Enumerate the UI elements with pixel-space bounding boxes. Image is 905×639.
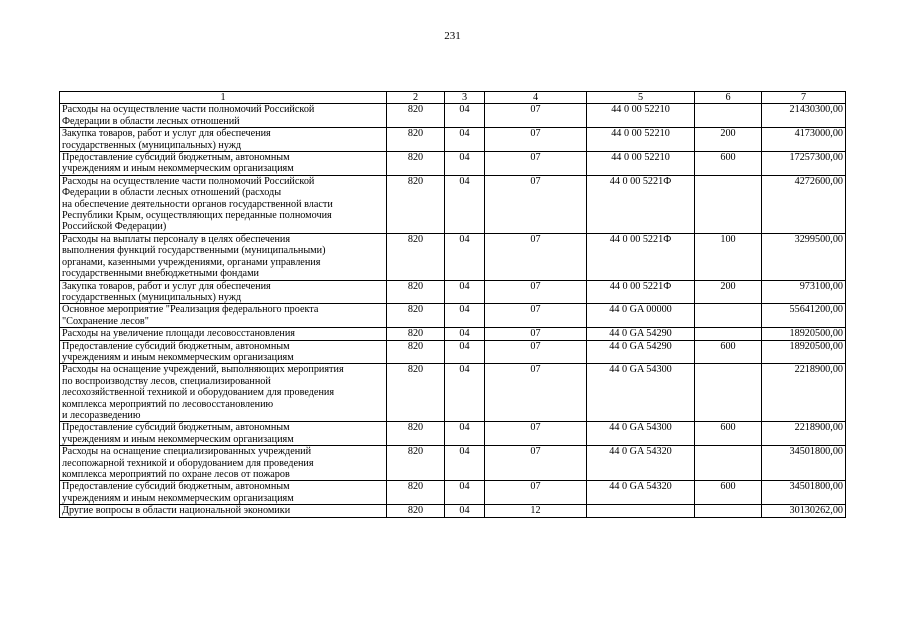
target-article-cell: 44 0 GA 54300 bbox=[587, 364, 695, 422]
ministry-code-cell: 820 bbox=[387, 328, 445, 340]
target-article-cell: 44 0 00 52210 bbox=[587, 152, 695, 176]
page-number: 231 bbox=[444, 30, 461, 42]
amount-cell: 4173000,00 bbox=[762, 128, 846, 152]
target-article-cell: 44 0 00 52210 bbox=[587, 128, 695, 152]
expense-type-cell: 200 bbox=[695, 280, 762, 304]
amount-cell: 17257300,00 bbox=[762, 152, 846, 176]
section-code-cell: 04 bbox=[445, 175, 485, 233]
target-article-cell: 44 0 00 5221Ф bbox=[587, 280, 695, 304]
ministry-code-cell: 820 bbox=[387, 505, 445, 517]
ministry-code-cell: 820 bbox=[387, 340, 445, 364]
item-name-cell: Закупка товаров, работ и услуг для обеспечения государственных (муниципальных) нужд bbox=[60, 280, 387, 304]
item-name-cell: Предоставление субсидий бюджетным, автономным учреждениям и иным некоммерческим организациям bbox=[60, 481, 387, 505]
expense-type-cell bbox=[695, 446, 762, 481]
expense-type-cell bbox=[695, 304, 762, 328]
amount-cell: 55641200,00 bbox=[762, 304, 846, 328]
table-row bbox=[60, 104, 846, 128]
expense-type-cell: 600 bbox=[695, 422, 762, 446]
amount-cell: 2218900,00 bbox=[762, 422, 846, 446]
target-article-cell: 44 0 00 5221Ф bbox=[587, 175, 695, 233]
amount-cell: 2218900,00 bbox=[762, 364, 846, 422]
section-code-cell: 04 bbox=[445, 233, 485, 280]
target-article-cell: 44 0 00 5221Ф bbox=[587, 233, 695, 280]
amount-cell: 4272600,00 bbox=[762, 175, 846, 233]
subsection-code-cell: 07 bbox=[485, 422, 587, 446]
item-name-cell: Расходы на оснащение учреждений, выполняющих мероприятия по воспроизводству лесов, специализированной лесохозяйственной техникой и оборудованием для проведения комплекса мероприятий по лесовосстановлению и лесоразведению bbox=[60, 364, 387, 422]
target-article-cell: 44 0 GA 54300 bbox=[587, 422, 695, 446]
item-name-cell: Предоставление субсидий бюджетным, автономным учреждениям и иным некоммерческим организациям bbox=[60, 152, 387, 176]
item-name-cell: Расходы на осуществление части полномочий Российской Федерации в области лесных отношений bbox=[60, 104, 387, 128]
section-code-cell: 04 bbox=[445, 422, 485, 446]
target-article-cell bbox=[587, 505, 695, 517]
section-code-cell: 04 bbox=[445, 364, 485, 422]
target-article-cell: 44 0 GA 54290 bbox=[587, 340, 695, 364]
amount-cell: 18920500,00 bbox=[762, 340, 846, 364]
target-article-cell: 44 0 GA 00000 bbox=[587, 304, 695, 328]
subsection-code-cell: 07 bbox=[485, 304, 587, 328]
table-row bbox=[60, 128, 846, 152]
subsection-code-cell: 07 bbox=[485, 340, 587, 364]
expense-type-cell bbox=[695, 364, 762, 422]
amount-cell: 18920500,00 bbox=[762, 328, 846, 340]
expense-type-cell bbox=[695, 104, 762, 128]
amount-cell: 973100,00 bbox=[762, 280, 846, 304]
table-row bbox=[60, 481, 846, 505]
expense-type-cell bbox=[695, 328, 762, 340]
item-name-cell: Закупка товаров, работ и услуг для обеспечения государственных (муниципальных) нужд bbox=[60, 128, 387, 152]
amount-cell: 3299500,00 bbox=[762, 233, 846, 280]
target-article-cell: 44 0 GA 54320 bbox=[587, 481, 695, 505]
target-article-cell: 44 0 GA 54290 bbox=[587, 328, 695, 340]
budget-table bbox=[59, 91, 846, 518]
expense-type-cell bbox=[695, 175, 762, 233]
section-code-cell: 04 bbox=[445, 340, 485, 364]
target-article-cell: 44 0 00 52210 bbox=[587, 104, 695, 128]
section-code-cell: 04 bbox=[445, 104, 485, 128]
ministry-code-cell: 820 bbox=[387, 422, 445, 446]
item-name-cell: Основное мероприятие "Реализация федерального проекта "Сохранение лесов" bbox=[60, 304, 387, 328]
subsection-code-cell: 07 bbox=[485, 364, 587, 422]
expense-type-cell: 600 bbox=[695, 152, 762, 176]
item-name-cell: Расходы на выплаты персоналу в целях обеспечения выполнения функций государственными (муниципальными) органами, казенными учреждениями, органами управления государственными внебюджетными фондами bbox=[60, 233, 387, 280]
item-name-cell: Предоставление субсидий бюджетным, автономным учреждениям и иным некоммерческим организациям bbox=[60, 422, 387, 446]
table-row bbox=[60, 364, 846, 422]
header-cell: 3 bbox=[445, 92, 485, 104]
expense-type-cell: 600 bbox=[695, 481, 762, 505]
expense-type-cell: 200 bbox=[695, 128, 762, 152]
item-name-cell: Другие вопросы в области национальной экономики bbox=[60, 505, 387, 517]
subsection-code-cell: 07 bbox=[485, 104, 587, 128]
ministry-code-cell: 820 bbox=[387, 152, 445, 176]
table-row bbox=[60, 175, 846, 233]
table-row bbox=[60, 280, 846, 304]
item-name-cell: Предоставление субсидий бюджетным, автономным учреждениям и иным некоммерческим организациям bbox=[60, 340, 387, 364]
section-code-cell: 04 bbox=[445, 481, 485, 505]
section-code-cell: 04 bbox=[445, 328, 485, 340]
section-code-cell: 04 bbox=[445, 128, 485, 152]
amount-cell: 34501800,00 bbox=[762, 446, 846, 481]
subsection-code-cell: 07 bbox=[485, 152, 587, 176]
subsection-code-cell: 07 bbox=[485, 175, 587, 233]
header-row bbox=[60, 92, 846, 104]
header-cell: 5 bbox=[587, 92, 695, 104]
ministry-code-cell: 820 bbox=[387, 446, 445, 481]
section-code-cell: 04 bbox=[445, 280, 485, 304]
item-name-cell: Расходы на оснащение специализированных учреждений лесопожарной техникой и оборудованием для проведения комплекса мероприятий по охране лесов от пожаров bbox=[60, 446, 387, 481]
target-article-cell: 44 0 GA 54320 bbox=[587, 446, 695, 481]
section-code-cell: 04 bbox=[445, 505, 485, 517]
item-name-cell: Расходы на осуществление части полномочий Российской Федерации в области лесных отношений (расходы на обеспечение деятельности органов государственной власти Республики Крым, осуществляющих переданные полномочия Российской Федерации) bbox=[60, 175, 387, 233]
subsection-code-cell: 07 bbox=[485, 128, 587, 152]
expense-type-cell: 600 bbox=[695, 340, 762, 364]
ministry-code-cell: 820 bbox=[387, 104, 445, 128]
item-name-cell: Расходы на увеличение площади лесовосстановления bbox=[60, 328, 387, 340]
subsection-code-cell: 07 bbox=[485, 446, 587, 481]
section-code-cell: 04 bbox=[445, 446, 485, 481]
table-row bbox=[60, 233, 846, 280]
ministry-code-cell: 820 bbox=[387, 304, 445, 328]
expense-type-cell: 100 bbox=[695, 233, 762, 280]
table-row bbox=[60, 152, 846, 176]
table-row bbox=[60, 304, 846, 328]
subsection-code-cell: 07 bbox=[485, 328, 587, 340]
header-cell: 4 bbox=[485, 92, 587, 104]
header-cell: 2 bbox=[387, 92, 445, 104]
amount-cell: 21430300,00 bbox=[762, 104, 846, 128]
subsection-code-cell: 07 bbox=[485, 481, 587, 505]
ministry-code-cell: 820 bbox=[387, 175, 445, 233]
header-cell: 7 bbox=[762, 92, 846, 104]
header-cell: 6 bbox=[695, 92, 762, 104]
ministry-code-cell: 820 bbox=[387, 364, 445, 422]
expense-type-cell bbox=[695, 505, 762, 517]
section-code-cell: 04 bbox=[445, 304, 485, 328]
table-row bbox=[60, 505, 846, 517]
section-code-cell: 04 bbox=[445, 152, 485, 176]
ministry-code-cell: 820 bbox=[387, 481, 445, 505]
table-row bbox=[60, 340, 846, 364]
amount-cell: 30130262,00 bbox=[762, 505, 846, 517]
subsection-code-cell: 12 bbox=[485, 505, 587, 517]
header-cell: 1 bbox=[60, 92, 387, 104]
subsection-code-cell: 07 bbox=[485, 233, 587, 280]
ministry-code-cell: 820 bbox=[387, 280, 445, 304]
table-row bbox=[60, 446, 846, 481]
table-row bbox=[60, 328, 846, 340]
ministry-code-cell: 820 bbox=[387, 128, 445, 152]
ministry-code-cell: 820 bbox=[387, 233, 445, 280]
amount-cell: 34501800,00 bbox=[762, 481, 846, 505]
subsection-code-cell: 07 bbox=[485, 280, 587, 304]
table-row bbox=[60, 422, 846, 446]
